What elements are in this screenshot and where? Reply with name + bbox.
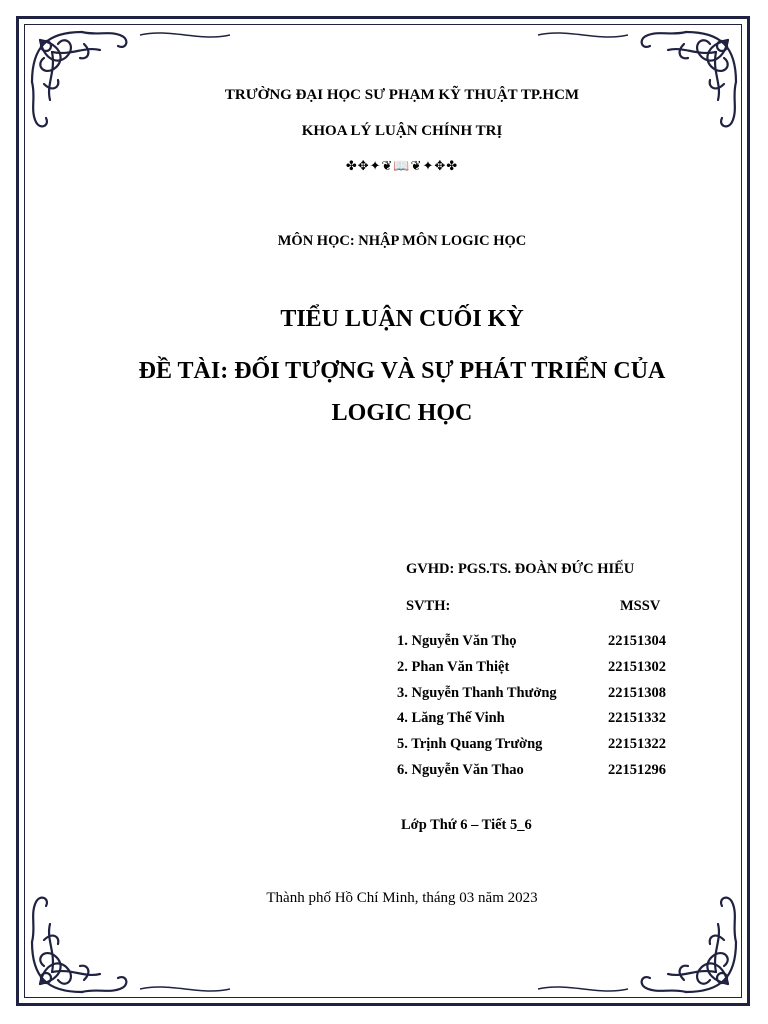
report-title: TIỂU LUẬN CUỐI KỲ	[280, 306, 524, 332]
student-name: 4. Lăng Thế Vinh	[397, 710, 505, 726]
topic-title-line1: ĐỀ TÀI: ĐỐI TƯỢNG VÀ SỰ PHÁT TRIỂN CỦA	[138, 358, 666, 384]
bottom-flourish-icon	[140, 980, 628, 998]
student-id: 22151304	[608, 633, 666, 649]
student-name: 2. Phan Văn Thiệt	[397, 659, 510, 675]
subject-line: MÔN HỌC: NHẬP MÔN LOGIC HỌC	[277, 233, 527, 249]
student-id: 22151302	[608, 659, 666, 675]
student-id: 22151322	[608, 736, 666, 752]
university-name: TRƯỜNG ĐẠI HỌC SƯ PHẠM KỸ THUẬT TP.HCM	[224, 87, 580, 103]
top-flourish-icon	[140, 26, 628, 44]
class-info: Lớp Thứ 6 – Tiết 5_6	[401, 817, 532, 833]
place-date: Thành phố Hồ Chí Minh, tháng 03 năm 2023	[266, 890, 538, 906]
student-id: 22151296	[608, 762, 666, 778]
student-id-label: MSSV	[620, 598, 661, 614]
student-id: 22151332	[608, 710, 666, 726]
student-name: 5. Trịnh Quang Trường	[397, 736, 543, 752]
student-id: 22151308	[608, 685, 666, 701]
instructor: GVHD: PGS.TS. ĐOÀN ĐỨC HIẾU	[406, 561, 635, 577]
book-ornament-icon: ✤✥✦❦📖❦✦✥✤	[345, 158, 459, 173]
students-label: SVTH:	[406, 598, 451, 614]
student-name: 6. Nguyễn Văn Thao	[397, 762, 524, 778]
student-name: 3. Nguyễn Thanh Thưởng	[397, 685, 557, 701]
topic-title-line2: LOGIC HỌC	[331, 400, 473, 426]
faculty-name: KHOA LÝ LUẬN CHÍNH TRỊ	[301, 123, 503, 139]
student-name: 1. Nguyễn Văn Thọ	[397, 633, 517, 649]
